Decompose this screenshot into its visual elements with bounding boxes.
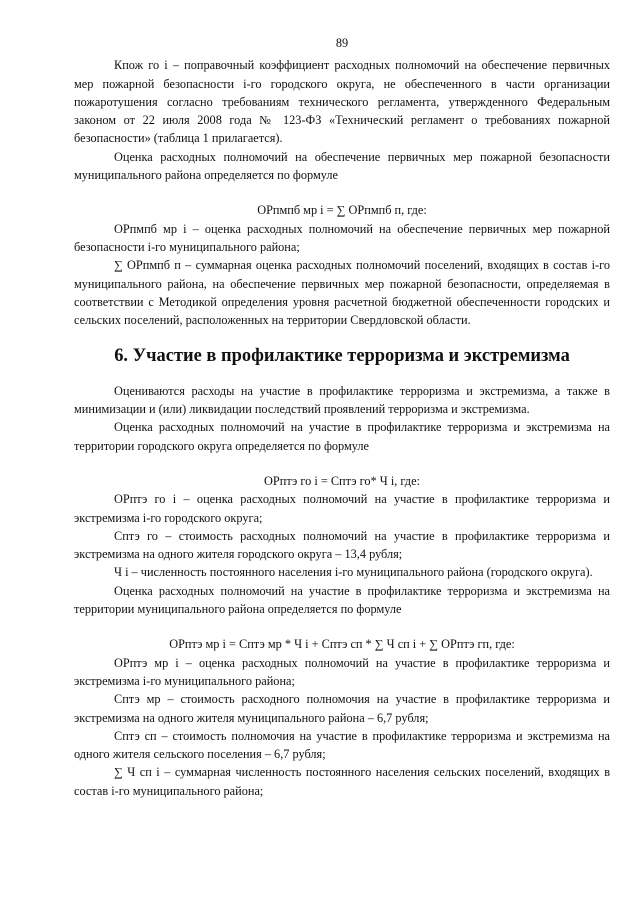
- paragraph-population-definition: Ч i – численность постоянного населения i-го муниципального района (городского округа).: [114, 565, 593, 580]
- paragraph-kpozh-definition: Кпож го i – поправочный коэффициент расходных полномочий на обеспечение первичных мер пожарной безопасности i-го городского округа, не обеспеченного в части организации пожаротушения согласно требованиям технического регламента, утвержденного Федеральным законом от 22 июля 2008 года № 123-ФЗ «Технический регламент о требованиях пожарной безопасности» (таблица 1 прилагается).: [74, 58, 610, 146]
- paragraph-sum-orpmpb-definition: ∑ ОРпмпб п – суммарная оценка расходных полномочий поселений, входящих в состав i-го муниципального района, на обеспечение первичных мер пожарной безопасности, определяемая в соответствии с Методикой определения уровня расчетной бюджетной обеспеченности городских и сельских поселений, расположенных на территории Свердловской области.: [74, 258, 610, 328]
- section-heading-terrorism: 6. Участие в профилактике терроризма и экстремизма: [114, 345, 570, 366]
- paragraph-orpte-mr-definition: ОРптэ мр i – оценка расходных полномочий на участие в профилактике терроризма и экстремизма i-го муниципального района;: [74, 655, 610, 688]
- paragraph-orpmpb-definition: ОРпмпб мр i – оценка расходных полномочий на обеспечение первичных мер пожарной безопасности i-го муниципального района;: [74, 221, 610, 254]
- formula-fire-safety-district: ОРпмпб мр i = ∑ ОРпмпб п, где:: [257, 203, 427, 218]
- paragraph-cpte-go-definition: Сптэ го – стоимость расходных полномочий на участие в профилактике терроризма и экстремизма на одного жителя городского округа – 13,4 рубля;: [74, 528, 610, 562]
- page-number: 89: [335, 36, 349, 50]
- paragraph-orpte-go-definition: ОРптэ го i – оценка расходных полномочий на участие в профилактике терроризма и экстремизма i-го городского округа;: [74, 492, 610, 525]
- paragraph-terrorism-expenses: Оцениваются расходы на участие в профилактике терроризма и экстремизма, а также в минимизации и (или) ликвидации последствий проявлений терроризма и экстремизма.: [74, 383, 610, 417]
- formula-terrorism-city: ОРптэ го i = Сптэ го* Ч i, где:: [264, 473, 420, 488]
- paragraph-fire-safety-district-intro: Оценка расходных полномочий на обеспечение первичных мер пожарной безопасности муниципального района определяется по формуле: [74, 149, 610, 183]
- paragraph-terrorism-district-intro: Оценка расходных полномочий на участие в профилактике терроризма и экстремизма на территории муниципального района определяется по формуле: [74, 583, 610, 617]
- paragraph-sum-population-definition: ∑ Ч сп i – суммарная численность постоянного населения сельских поселений, входящих в состав i-го муниципального района;: [74, 765, 610, 798]
- paragraph-cpte-mr-definition: Сптэ мр – стоимость расходного полномочия на участие в профилактике терроризма и экстремизма на одного жителя муниципального района – 6,7 рубля;: [74, 692, 610, 725]
- document-page: [74, 34, 610, 800]
- formula-terrorism-district: ОРптэ мр i = Сптэ мр * Ч i + Сптэ сп * ∑ Ч сп i + ∑ ОРптэ гп, где:: [169, 637, 515, 652]
- paragraph-terrorism-city-intro: Оценка расходных полномочий на участие в профилактике терроризма и экстремизма на территории городского округа определяется по формуле: [74, 420, 610, 453]
- paragraph-cpte-sp-definition: Сптэ сп – стоимость полномочия на участие в профилактике терроризма и экстремизма на одного жителя сельского поселения – 6,7 рубля;: [74, 728, 610, 762]
